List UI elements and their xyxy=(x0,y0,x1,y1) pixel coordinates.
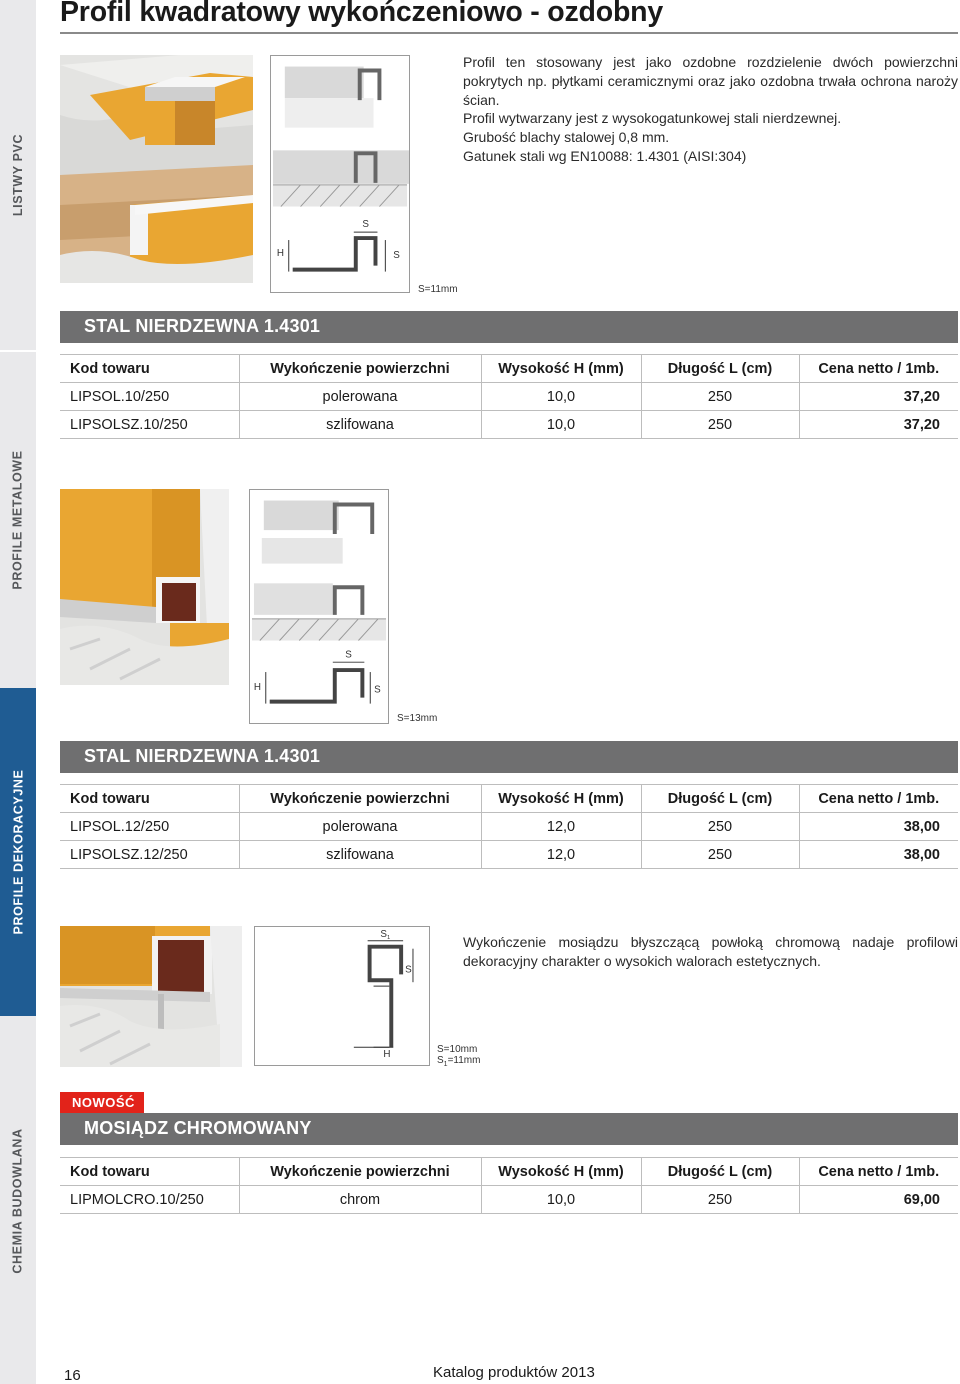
cell-length: 250 xyxy=(641,841,799,869)
table-header-row xyxy=(60,785,958,813)
section-1-header-bar xyxy=(60,311,958,343)
description-line: Profil wytwarzany jest z wysokogatunkowej stali nierdzewnej. xyxy=(463,110,842,127)
col-header-length: Długość L (cm) xyxy=(641,355,799,383)
table-header-row xyxy=(60,355,958,383)
cell-length: 250 xyxy=(641,813,799,841)
col-header-length: Długość L (cm) xyxy=(641,785,799,813)
sidebar-tab-chemia-budowlana[interactable] xyxy=(0,1018,36,1384)
table-row xyxy=(60,813,958,841)
section-3-title: MOSIĄDZ CHROMOWANY xyxy=(84,1118,312,1138)
description-line: Gatunek stali wg EN10088: 1.4301 (AISI:304) xyxy=(463,147,747,164)
section-2-header-bar xyxy=(60,741,958,773)
diagram-1-h: H xyxy=(276,247,285,259)
col-header-price: Cena netto / 1mb. xyxy=(799,1158,958,1186)
col-header-length: Długość L (cm) xyxy=(641,1158,799,1186)
profile-diagram-2 xyxy=(249,489,389,724)
cell-price: 69,00 xyxy=(799,1186,958,1214)
cell-code: LIPSOLSZ.12/250 xyxy=(60,841,239,869)
cell-price: 38,00 xyxy=(799,841,958,869)
cell-length: 250 xyxy=(641,411,799,439)
table-row xyxy=(60,383,958,411)
table-row xyxy=(60,841,958,869)
price-table-2 xyxy=(60,784,958,869)
product-photo-2 xyxy=(60,489,229,685)
col-header-price: Cena netto / 1mb. xyxy=(799,785,958,813)
cell-price: 37,20 xyxy=(799,383,958,411)
col-header-finish: Wykończenie powierzchni xyxy=(239,785,481,813)
price-table-1 xyxy=(60,354,958,439)
price-table-3 xyxy=(60,1157,958,1214)
catalog-title: Katalog produktów 2013 xyxy=(433,1364,595,1381)
chrome-description: Wykończenie mosiądzu błyszczącą powłoką chromową nadaje profilowi dekoracyjny charakter o wysokich walorach estetycznych. xyxy=(463,934,958,969)
diagram-2-s-top: S xyxy=(345,649,352,661)
cell-height: 12,0 xyxy=(481,813,641,841)
new-badge-label: NOWOŚĆ xyxy=(72,1095,135,1110)
diagram-3-s: S xyxy=(405,964,412,976)
diagram-1-s-side: S xyxy=(393,249,400,261)
section-3-header-bar xyxy=(60,1113,958,1145)
sidebar-tab-label: LISTWY PVC xyxy=(11,133,26,217)
diagram-3-caption-s: S=10mm xyxy=(437,1044,478,1055)
cell-length: 250 xyxy=(641,383,799,411)
col-header-height: Wysokość H (mm) xyxy=(481,1158,641,1186)
description-line: Grubość blachy stalowej 0,8 mm. xyxy=(463,129,670,146)
table-row xyxy=(60,411,958,439)
cell-code: LIPSOL.10/250 xyxy=(60,383,239,411)
sidebar-tab-profile-metalowe[interactable] xyxy=(0,352,36,688)
section-2-title: STAL NIERDZEWNA 1.4301 xyxy=(84,746,321,766)
title-rule xyxy=(60,32,958,34)
cell-height: 10,0 xyxy=(481,411,641,439)
cell-height: 12,0 xyxy=(481,841,641,869)
profile-diagram-3 xyxy=(254,926,430,1066)
diagram-2-caption: S=13mm xyxy=(397,713,438,724)
cell-finish: chrom xyxy=(239,1186,481,1214)
table-header-row xyxy=(60,1158,958,1186)
col-header-height: Wysokość H (mm) xyxy=(481,785,641,813)
diagram-3-caption xyxy=(437,1044,480,1070)
cell-finish: szlifowana xyxy=(239,411,481,439)
col-header-finish: Wykończenie powierzchni xyxy=(239,1158,481,1186)
cell-finish: polerowana xyxy=(239,383,481,411)
cell-height: 10,0 xyxy=(481,383,641,411)
col-header-code: Kod towaru xyxy=(60,785,239,813)
cell-length: 250 xyxy=(641,1186,799,1214)
diagram-2-h: H xyxy=(253,681,262,693)
diagram-3-caption-s1: $S_1=11mm$ xyxy=(437,1055,481,1068)
sidebar-tab-listwy-pvc[interactable] xyxy=(0,0,36,350)
diagram-3-h: H xyxy=(383,1049,391,1061)
cell-finish: szlifowana xyxy=(239,841,481,869)
table-row xyxy=(60,1186,958,1214)
cell-code: LIPMOLCRO.10/250 xyxy=(60,1186,239,1214)
profile-diagram-1 xyxy=(270,55,410,293)
page-title: Profil kwadratowy wykończeniowo - ozdobny xyxy=(60,0,664,28)
section-1-title: STAL NIERDZEWNA 1.4301 xyxy=(84,316,321,336)
cell-price: 37,20 xyxy=(799,411,958,439)
sidebar-tab-label: PROFILE DEKORACYJNE xyxy=(11,769,25,935)
cell-finish: polerowana xyxy=(239,813,481,841)
sidebar-tab-label: CHEMIA BUDOWLANA xyxy=(11,1128,26,1274)
sidebar xyxy=(0,0,36,1384)
diagram-3-s1-top: $S_1$ xyxy=(380,928,391,941)
col-header-code: Kod towaru xyxy=(60,1158,239,1186)
sidebar-tab-profile-dekoracyjne[interactable] xyxy=(0,688,36,1016)
new-badge xyxy=(60,1092,144,1114)
col-header-finish: Wykończenie powierzchni xyxy=(239,355,481,383)
product-photo-3 xyxy=(60,926,242,1067)
cell-height: 10,0 xyxy=(481,1186,641,1214)
product-description xyxy=(463,53,958,166)
product-photo-1 xyxy=(60,55,253,283)
diagram-1-s-top: S xyxy=(362,219,369,231)
sidebar-tab-label: PROFILE METALOWE xyxy=(11,450,26,590)
cell-code: LIPSOL.12/250 xyxy=(60,813,239,841)
cell-code: LIPSOLSZ.10/250 xyxy=(60,411,239,439)
description-line: Profil ten stosowany jest jako ozdobne rozdzielenie dwóch powierzchni pokrytych np. płytkami ceramicznymi oraz jako ozdobna trwała ochrona naroży ścian. xyxy=(463,54,958,108)
col-header-price: Cena netto / 1mb. xyxy=(799,355,958,383)
cell-price: 38,00 xyxy=(799,813,958,841)
diagram-1-caption: S=11mm xyxy=(418,284,458,295)
col-header-height: Wysokość H (mm) xyxy=(481,355,641,383)
page-number: 16 xyxy=(64,1367,81,1384)
col-header-code: Kod towaru xyxy=(60,355,239,383)
diagram-2-s-side: S xyxy=(374,684,381,696)
